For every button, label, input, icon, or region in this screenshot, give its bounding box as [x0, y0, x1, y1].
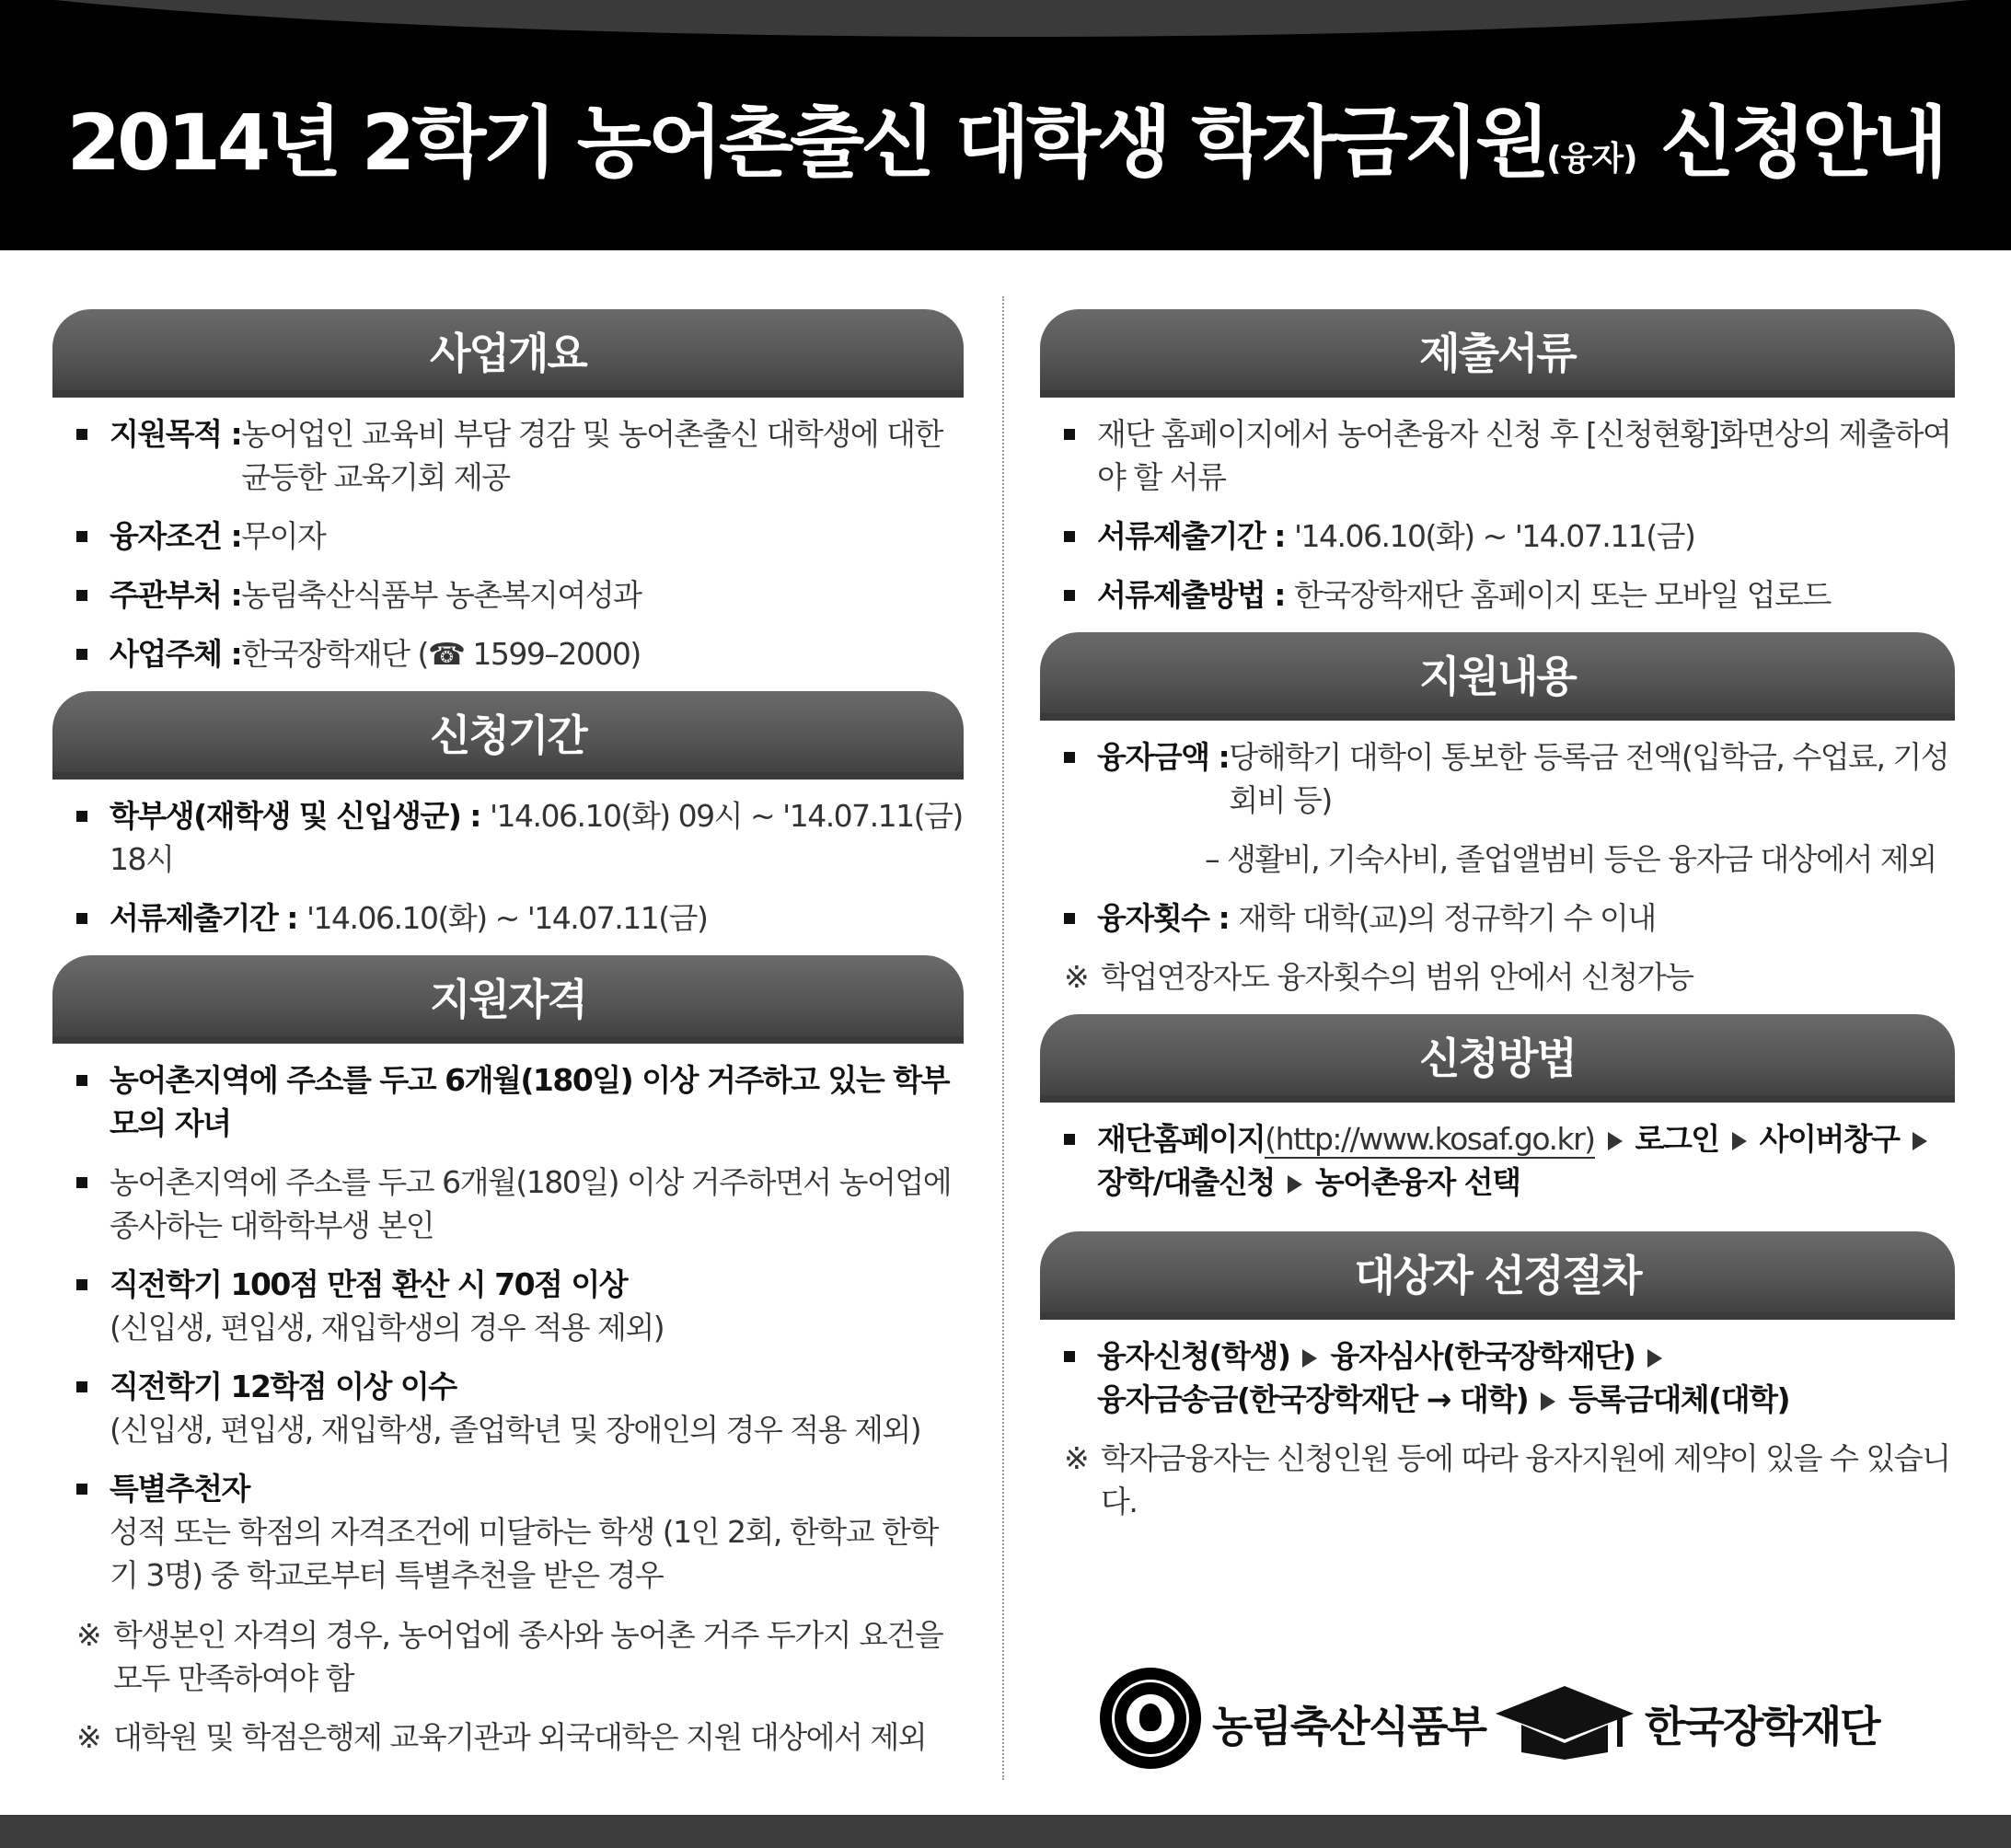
support-list — [1040, 735, 1955, 999]
foundation-logo-text: 한국장학재단 — [1645, 1702, 1879, 1751]
arrow-right-icon — [1647, 1349, 1662, 1368]
note-text: 학업연장자도 융자횟수의 범위 안에서 신청가능 — [1101, 959, 1693, 995]
section-header-overview: 사업개요 — [52, 309, 964, 398]
bullet-icon — [76, 1075, 87, 1086]
step-label: 등록금대체(대학) — [1568, 1381, 1790, 1417]
item-label: 서류제출방법 : — [1097, 577, 1294, 613]
item-label: 융자횟수 : — [1097, 900, 1239, 936]
header-banner — [0, 0, 2011, 250]
arrow-right-icon — [1913, 1132, 1927, 1150]
bullet-icon — [76, 1177, 87, 1188]
ministry-logo-text: 농림축산식품부 — [1212, 1702, 1486, 1751]
list-item — [1064, 1334, 1955, 1421]
list-item — [76, 896, 964, 940]
bullet-icon — [1064, 1134, 1075, 1145]
section-header-selection: 대상자 선정절차 — [1040, 1231, 1955, 1320]
bullet-icon — [1064, 590, 1075, 601]
footer-bar — [0, 1815, 2011, 1848]
item-text: 농어촌지역에 주소를 두고 6개월(180일) 이상 거주하면서 농어업에 종사하는 대학학부생 본인 — [110, 1164, 952, 1243]
selection-list — [1040, 1334, 1955, 1523]
note — [76, 1613, 964, 1700]
bullet-icon — [76, 531, 87, 542]
step-label: 융자심사(한국장학재단) — [1330, 1338, 1635, 1374]
note-mark: ※ — [76, 1719, 101, 1755]
section-header-period: 신청기간 — [52, 691, 964, 780]
bullet-icon — [76, 590, 87, 601]
list-item — [76, 573, 964, 617]
item-label: 서류제출기간 : — [1097, 518, 1294, 554]
note-mark: ※ — [76, 1617, 101, 1653]
ministry-seal-icon — [1100, 1668, 1201, 1769]
bullet-icon — [1064, 752, 1075, 763]
bullet-icon — [76, 913, 87, 924]
item-text: 농어업인 교육비 부담 경감 및 농어촌출신 대학생에 대한 균등한 교육기회 제공 — [241, 416, 942, 495]
step-label: 장학/대출신청 — [1097, 1164, 1275, 1200]
note-text: 대학원 및 학점은행제 교육기관과 외국대학은 지원 대상에서 제외 — [113, 1719, 927, 1755]
item-text: 성적 또는 학점의 자격조건에 미달하는 학생 (1인 2회, 한학교 한학기 3명) 중 학교로부터 특별추천을 받은 경우 — [110, 1514, 938, 1593]
note — [1064, 1437, 1955, 1523]
item-text: '14.06.10(화) ~ '14.07.11(금) — [1293, 518, 1695, 554]
bullet-icon — [1064, 913, 1075, 924]
bullet-icon — [1064, 429, 1075, 440]
bullet-icon — [76, 1381, 87, 1392]
note — [1064, 955, 1955, 999]
item-text: '14.06.10(화) ~ '14.07.11(금) — [306, 900, 708, 936]
step-label: 로그인 — [1635, 1121, 1719, 1157]
arrow-right-icon — [1541, 1392, 1555, 1411]
bullet-icon — [76, 811, 87, 822]
arrow-right-icon — [1732, 1132, 1747, 1150]
item-label: 사업주체 : — [110, 636, 242, 672]
list-item — [76, 412, 964, 499]
step-label: 사이버창구 — [1759, 1121, 1900, 1157]
item-label: 주관부처 : — [110, 577, 242, 613]
list-item — [1064, 735, 1955, 822]
list-item — [1064, 412, 1955, 499]
section-header-method: 신청방법 — [1040, 1014, 1955, 1103]
note-text: 학자금융자는 신청인원 등에 따라 융자지원에 제약이 있을 수 있습니다. — [1101, 1440, 1950, 1519]
period-list — [52, 794, 964, 940]
item-note: (신입생, 편입생, 재입학생의 경우 적용 제외) — [110, 1310, 665, 1346]
left-column — [52, 309, 964, 1774]
list-item — [76, 1058, 964, 1145]
item-label: 지원목적 : — [110, 416, 242, 452]
step-label: 농어촌융자 선택 — [1314, 1164, 1520, 1200]
page-title — [0, 81, 2011, 192]
note-mark: ※ — [1064, 1440, 1089, 1476]
header-sheen — [0, 0, 2011, 37]
section-header-documents: 제출서류 — [1040, 309, 1955, 398]
list-item — [76, 1365, 964, 1451]
bullet-icon — [76, 649, 87, 660]
bullet-icon — [76, 429, 87, 440]
item-title: 특별추천자 — [110, 1471, 249, 1507]
list-item — [76, 632, 964, 676]
item-text: 재학 대학(교)의 정규학기 수 이내 — [1238, 900, 1656, 936]
item-text: 농림축산식품부 농촌복지여성과 — [241, 577, 641, 613]
item-subnote: – 생활비, 기숙사비, 졸업앨범비 등은 융자금 대상에서 제외 — [1205, 841, 1936, 877]
note-text: 학생본인 자격의 경우, 농어업에 종사와 농어촌 거주 두가지 요건을 모두 만족하여야 함 — [113, 1617, 943, 1696]
item-title: 직전학기 100점 만점 환산 시 70점 이상 — [110, 1266, 628, 1302]
list-item — [1064, 1117, 1955, 1204]
item-label: 서류제출기간 : — [110, 900, 306, 936]
item-text: 당해학기 대학이 통보한 등록금 전액(입학금, 수업료, 기성회비 등) — [1229, 739, 1949, 818]
arrow-right-icon — [1302, 1349, 1317, 1368]
graduation-cap-icon — [1496, 1686, 1634, 1760]
title-tail: 신청안내 — [1636, 98, 1945, 188]
arrow-right-icon — [1608, 1132, 1623, 1150]
list-item — [1064, 514, 1955, 558]
overview-list — [52, 412, 964, 676]
item-text: 한국장학재단 (☎ 1599–2000) — [241, 636, 641, 672]
eligibility-list — [52, 1058, 964, 1759]
arrow-right-icon — [1288, 1175, 1302, 1194]
bullet-icon — [76, 1279, 87, 1290]
section-header-eligibility: 지원자격 — [52, 955, 964, 1044]
list-item — [76, 1467, 964, 1597]
item-text: 농어촌지역에 주소를 두고 6개월(180일) 이상 거주하고 있는 학부모의 자녀 — [110, 1062, 950, 1141]
title-main: 2014년 2학기 농어촌출신 대학생 학자금지원 — [66, 98, 1547, 188]
right-column — [1040, 309, 1955, 1539]
method-list — [1040, 1117, 1955, 1204]
site-link[interactable]: (http://www.kosaf.go.kr) — [1265, 1121, 1595, 1157]
item-text: '14.06.10(화) 09시 ~ '14.07.11(금) 18시 — [110, 798, 963, 877]
item-label: 융자조건 : — [110, 518, 242, 554]
step-label: 융자신청(학생) — [1097, 1338, 1290, 1374]
list-item — [1064, 573, 1955, 617]
bullet-icon — [1064, 531, 1075, 542]
list-item — [76, 1263, 964, 1349]
note — [76, 1715, 964, 1759]
list-item — [1064, 896, 1955, 940]
title-small: (융자) — [1546, 140, 1637, 178]
item-label: 학부생(재학생 및 신입생군) : — [110, 798, 490, 834]
list-item — [76, 794, 964, 881]
step-label: 재단홈페이지 — [1097, 1121, 1266, 1157]
column-divider — [1002, 296, 1004, 1780]
item-label: 융자금액 : — [1097, 739, 1230, 775]
note-mark: ※ — [1064, 959, 1089, 995]
item-text: 재단 홈페이지에서 농어촌융자 신청 후 [신청현황]화면상의 제출하여야 할 서류 — [1097, 416, 1951, 495]
item-text: 무이자 — [241, 518, 326, 554]
section-header-support: 지원내용 — [1040, 632, 1955, 721]
step-label: 융자금송금(한국장학재단 → 대학) — [1097, 1381, 1529, 1417]
bullet-icon — [76, 1484, 87, 1495]
list-item — [76, 1161, 964, 1247]
item-note: (신입생, 편입생, 재입학생, 졸업학년 및 장애인의 경우 적용 제외) — [110, 1412, 921, 1448]
logo-area — [1100, 1668, 1928, 1778]
bullet-icon — [1064, 1351, 1075, 1362]
list-item — [76, 514, 964, 558]
item-title: 직전학기 12학점 이상 이수 — [110, 1369, 457, 1404]
documents-list — [1040, 412, 1955, 617]
item-text: 한국장학재단 홈페이지 또는 모바일 업로드 — [1293, 577, 1831, 613]
